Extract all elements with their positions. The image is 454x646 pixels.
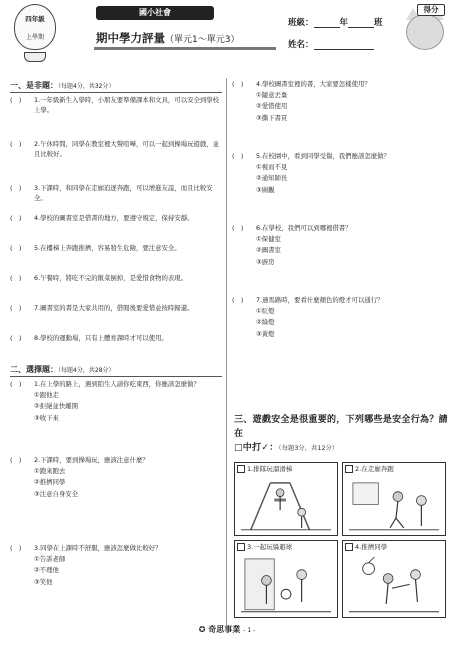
answer-blank[interactable]: ( ) — [232, 80, 244, 88]
question-text: 下課時，要到操場玩，應該注意什麼？ — [40, 456, 149, 464]
cat-face-icon — [406, 14, 444, 50]
year-blank[interactable] — [314, 18, 340, 28]
question-text: 圖書室的書是大家共用的，借閱後要愛惜並按時歸還。 — [40, 304, 194, 312]
page-footer — [0, 624, 454, 635]
option-list — [256, 234, 446, 269]
option[interactable]: ②愛惜使用 — [256, 102, 288, 111]
question-text: 同學在上課時不舒服，應該怎麼做比較好？ — [40, 544, 162, 552]
publisher-name: 奇思事業 — [208, 625, 241, 634]
option[interactable]: ②綠燈 — [256, 318, 275, 327]
question-number: 3. — [34, 544, 41, 552]
s2-question-2 — [10, 456, 224, 538]
question-text: 學校的運動場，只有上體育課時才可以使用。 — [40, 334, 168, 342]
s1-question-7 — [10, 304, 224, 330]
s1-question-4 — [10, 214, 224, 240]
name-label: 姓名： — [288, 40, 314, 50]
s2-question-5 — [232, 152, 446, 222]
question-number: 4. — [256, 80, 263, 88]
activity-number: 1. — [247, 465, 254, 473]
question-number: 7. — [34, 304, 41, 312]
answer-blank[interactable]: ( ) — [10, 380, 22, 388]
question-text: 過馬路時，要看什麼顏色的燈才可以通行？ — [262, 296, 384, 304]
question-text: 學校圖書室裡的書，大家要怎樣使用？ — [262, 80, 371, 88]
option-list — [256, 162, 446, 197]
activity-card-1 — [234, 462, 338, 536]
class-suffix: 班 — [374, 18, 383, 28]
answer-blank[interactable]: ( ) — [232, 296, 244, 304]
question-number: 6. — [34, 274, 41, 282]
column-divider — [226, 78, 227, 626]
answer-blank[interactable]: ( ) — [10, 456, 22, 464]
answer-blank[interactable]: ( ) — [10, 274, 22, 282]
question-number: 4. — [34, 214, 41, 222]
question-number: 8. — [34, 334, 41, 342]
option[interactable]: ②拒絕並快離開 — [34, 402, 79, 411]
question-number: 5. — [34, 244, 41, 252]
activity-number: 3. — [247, 543, 254, 551]
check-box[interactable] — [237, 543, 245, 551]
question-number: 5. — [256, 152, 263, 160]
option[interactable]: ②通知師長 — [256, 174, 288, 183]
activity-label: 一起玩躲避球 — [253, 543, 293, 551]
activity-label: 排隊玩溜滑梯 — [253, 465, 293, 473]
hallway-illustration-icon — [349, 477, 439, 532]
question-number: 1. — [34, 96, 41, 104]
question-number: 7. — [256, 296, 263, 304]
section2-heading — [10, 364, 222, 376]
check-box[interactable] — [345, 543, 353, 551]
option-list — [34, 466, 224, 501]
name-blank[interactable] — [314, 40, 374, 50]
question-text: 在上學的路上，遇到陌生人請你吃東西，你應該怎麼做？ — [40, 380, 200, 388]
option-list — [256, 90, 446, 125]
option[interactable]: ③笑他 — [34, 577, 53, 586]
activity-card-2 — [342, 462, 446, 536]
section3-title: 三、遊戲安全是很重要的，下列哪些是安全行為？請在 — [234, 415, 448, 439]
question-number: 1. — [34, 380, 41, 388]
answer-blank[interactable]: ( ) — [10, 184, 22, 192]
cat-score-mascot — [402, 4, 448, 58]
answer-blank[interactable]: ( ) — [232, 152, 244, 160]
option-list — [34, 390, 224, 425]
answer-blank[interactable]: ( ) — [10, 244, 22, 252]
s1-question-6 — [10, 274, 224, 300]
option[interactable]: ②推擠同學 — [34, 478, 66, 487]
logo-grade: 四年級 — [25, 15, 45, 23]
title-text: 期中學力評量 — [96, 31, 165, 45]
publisher-logo-icon: ✪ — [198, 625, 206, 634]
option[interactable]: ①跟他走 — [34, 390, 59, 399]
title-underline — [94, 47, 276, 50]
activity-card-3 — [234, 540, 338, 618]
class-blank[interactable] — [348, 18, 374, 28]
s1-question-3 — [10, 184, 224, 214]
s2-question-1 — [10, 380, 224, 454]
subject-badge: 國小社會 — [96, 6, 214, 20]
section2-rule — [10, 376, 222, 377]
question-text: 學校的圖書室是借書的地方，要遵守規定，保持安靜。 — [40, 214, 194, 222]
option[interactable]: ①隨意丟棄 — [256, 90, 288, 99]
option[interactable]: ①跑來跑去 — [34, 466, 66, 475]
textbook-logo — [8, 4, 62, 66]
year-label: 年 — [339, 18, 349, 28]
s1-question-2 — [10, 140, 224, 170]
page-title — [96, 30, 239, 46]
option[interactable]: ②不理他 — [34, 566, 59, 575]
activity-number: 4. — [355, 543, 362, 551]
section1-rule — [10, 92, 222, 93]
question-text: 午餐時，將吃不完的飯菜倒掉，是愛惜食物的表現。 — [40, 274, 188, 282]
question-text: 一年級新生入學時，小朋友要準備課本和文具，可以安全到學校上學。 — [34, 96, 220, 114]
section1-heading — [10, 80, 222, 92]
class-field — [288, 16, 383, 28]
balloon-icon — [14, 4, 56, 50]
s2-question-3 — [10, 544, 224, 618]
page-number: - 1 - — [243, 627, 256, 634]
option[interactable]: ①紅燈 — [256, 306, 275, 315]
class-label: 班級： — [288, 18, 314, 28]
option[interactable]: ①保健室 — [256, 234, 281, 243]
basket-icon — [24, 52, 46, 62]
pushing-illustration-icon — [349, 555, 439, 614]
section3-note: （每題3分，共12分） — [278, 444, 339, 452]
name-field — [288, 38, 374, 50]
answer-blank[interactable]: ( ) — [10, 304, 22, 312]
option[interactable]: ③撕下書頁 — [256, 113, 288, 122]
slide-illustration-icon — [241, 477, 331, 532]
s2-question-4 — [232, 80, 446, 150]
answer-blank[interactable]: ( ) — [10, 334, 22, 342]
question-text: 下課時，和同學在走廊追逐奔跑，可以增進友誼，而且比較安全。 — [34, 184, 213, 202]
activity-number: 2. — [355, 465, 362, 473]
option[interactable]: ②圖書室 — [256, 246, 281, 255]
question-number: 6. — [256, 224, 263, 232]
section3-heading — [234, 414, 448, 456]
question-number: 3. — [34, 184, 41, 192]
section2-title: 二、選擇題： — [10, 365, 58, 374]
s2-question-7 — [232, 296, 446, 366]
s1-question-8 — [10, 334, 224, 360]
question-number: 2. — [34, 140, 41, 148]
activity-label: 推擠同學 — [361, 543, 388, 551]
answer-blank[interactable]: ( ) — [10, 140, 22, 148]
title-scope: （單元1～單元3） — [165, 35, 240, 45]
answer-blank[interactable]: ( ) — [10, 214, 22, 222]
option[interactable]: ③廚房 — [256, 257, 275, 266]
answer-blank[interactable]: ( ) — [10, 544, 22, 552]
answer-blank[interactable]: ( ) — [10, 96, 22, 104]
s1-question-5 — [10, 244, 224, 270]
option[interactable]: ③黃燈 — [256, 329, 275, 338]
option-list — [34, 554, 224, 589]
activity-label: 在走廊奔跑 — [361, 465, 394, 473]
question-text: 在校園中，看到同學受傷，我們應該怎麼做？ — [262, 152, 390, 160]
option[interactable]: ③注意自身安全 — [34, 489, 79, 498]
option[interactable]: ③圍觀 — [256, 185, 275, 194]
question-text: 在樓梯上奔跑推擠，容易發生危險，要注意安全。 — [40, 244, 181, 252]
logo-semester: 上學期 — [25, 34, 44, 41]
question-text: 在學校，我們可以到哪裡借書？ — [262, 224, 352, 232]
check-box[interactable] — [345, 465, 353, 473]
question-number: 2. — [34, 456, 41, 464]
question-text: 午休時間，同學在教室裡大聲喧嘩，可以一起到操場玩遊戲，並且比較好。 — [34, 140, 220, 158]
option-list — [256, 306, 446, 341]
section1-note: （每題4分，共32分） — [58, 83, 115, 90]
section1-title: 一、是非題： — [10, 81, 58, 90]
answer-blank[interactable]: ( ) — [232, 224, 244, 232]
section3-title-2: □中打✓： — [234, 442, 279, 453]
section2-note: （每題4分，共28分） — [58, 367, 115, 374]
s2-question-6 — [232, 224, 446, 294]
ball-game-illustration-icon — [241, 555, 331, 614]
check-box[interactable] — [237, 465, 245, 473]
option[interactable]: ①視而不見 — [256, 162, 288, 171]
activity-card-4 — [342, 540, 446, 618]
option[interactable]: ①告訴老師 — [34, 554, 66, 563]
score-label: 得分 — [417, 4, 445, 16]
option[interactable]: ③收下來 — [34, 413, 59, 422]
s1-question-1 — [10, 96, 224, 126]
